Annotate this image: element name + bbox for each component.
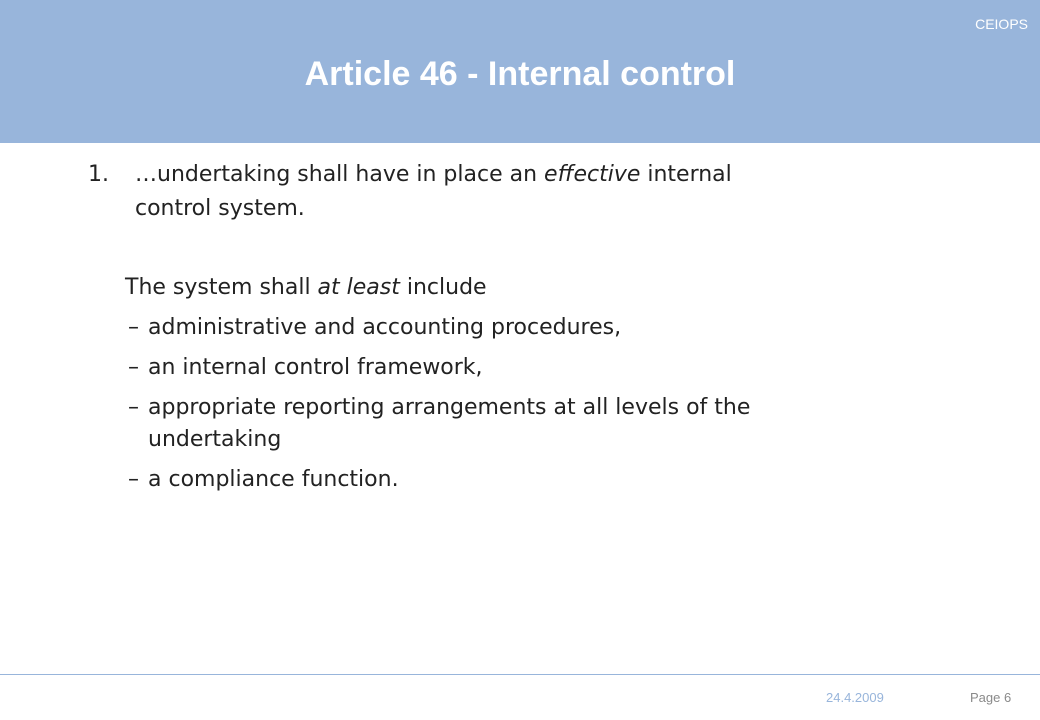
bullet-dash: – — [128, 395, 139, 420]
bullet-item: a compliance function. — [148, 467, 399, 492]
intro-emphasis: at least — [317, 275, 400, 300]
item-line-1 — [135, 160, 732, 190]
item-number: 1. — [88, 162, 109, 187]
item-line-1-pre: …undertaking shall have in place an — [135, 162, 545, 187]
bullet-item: administrative and accounting procedures, — [148, 315, 622, 340]
footer-divider — [0, 674, 1040, 675]
bullet-item: appropriate reporting arrangements at all levels of the — [148, 395, 751, 420]
item-line-2: control system. — [135, 196, 305, 221]
organization-label: CEIOPS — [975, 16, 1028, 32]
intro-post: include — [399, 275, 487, 300]
bullet-item: an internal control framework, — [148, 355, 483, 380]
footer-date: 24.4.2009 — [826, 690, 884, 705]
bullet-dash: – — [128, 315, 139, 340]
bullet-dash: – — [128, 467, 139, 492]
header-banner — [0, 0, 1040, 143]
page-number: Page 6 — [970, 690, 1012, 705]
item-line-1-post: internal — [640, 162, 732, 187]
slide-title: Article 46 - Internal control — [304, 55, 736, 93]
intro-pre: The system shall — [125, 275, 318, 300]
bullet-item-continuation: undertaking — [148, 427, 282, 452]
intro-sentence — [125, 273, 487, 303]
item-line-1-emphasis: effective — [544, 162, 641, 187]
bullet-dash: – — [128, 355, 139, 380]
